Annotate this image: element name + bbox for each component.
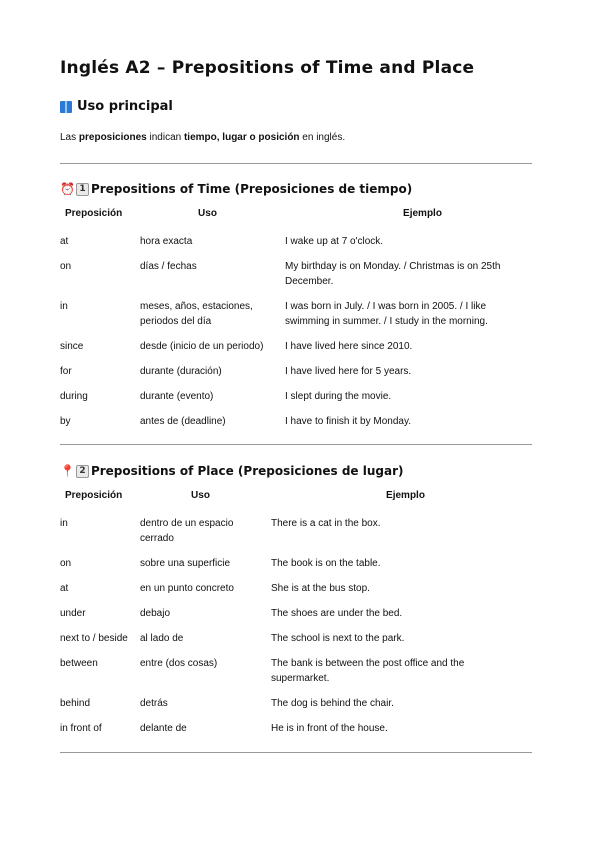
table-row — [60, 556, 520, 581]
cell-ejemplo: The shoes are under the bed. — [271, 608, 403, 619]
cell-ejemplo: I have to finish it by Monday. — [285, 416, 411, 427]
cell-ejemplo: The school is next to the park. — [271, 633, 405, 644]
table-row — [60, 606, 520, 631]
cell-preposicion: for — [60, 366, 72, 377]
page-title: Inglés A2 – Prepositions of Time and Place — [60, 58, 475, 78]
header-uso: Uso — [198, 208, 217, 219]
header-preposicion: Preposición — [65, 490, 123, 501]
table-row — [60, 389, 520, 414]
cell-ejemplo: She is at the bus stop. — [271, 583, 370, 594]
number-one-icon: 1 — [76, 183, 89, 196]
divider — [60, 752, 532, 753]
place-section-heading — [60, 464, 532, 478]
cell-uso: durante (duración) — [140, 366, 222, 377]
cell-ejemplo: The book is on the table. — [271, 558, 381, 569]
intro-paragraph — [60, 132, 532, 143]
header-preposicion: Preposición — [65, 208, 123, 219]
header-ejemplo: Ejemplo — [386, 490, 425, 501]
cell-uso: antes de (deadline) — [140, 416, 226, 427]
cell-preposicion: during — [60, 391, 88, 402]
cell-ejemplo: I have lived here since 2010. — [285, 341, 413, 352]
table-row — [60, 656, 520, 696]
cell-preposicion: under — [60, 608, 86, 619]
table-row — [60, 339, 520, 364]
cell-preposicion: in — [60, 518, 68, 529]
intro-bold2: tiempo, lugar o posición — [183, 132, 300, 143]
cell-uso: detrás — [140, 698, 168, 709]
cell-preposicion: at — [60, 583, 69, 594]
table-row — [60, 696, 520, 721]
cell-uso: delante de — [140, 723, 187, 734]
cell-preposicion: behind — [60, 698, 91, 709]
cell-ejemplo: I was born in July. / I was born in 2005. / I like swimming in summer. / I study in the morning. — [285, 301, 488, 327]
table-row — [60, 299, 520, 339]
table-header-row — [60, 490, 520, 516]
cell-preposicion: next to / beside — [60, 633, 128, 644]
time-section-heading — [60, 182, 532, 196]
cell-preposicion: at — [60, 236, 69, 247]
table-row — [60, 721, 520, 746]
table-row — [60, 364, 520, 389]
cell-uso: desde (inicio de un periodo) — [140, 341, 264, 352]
table-row — [60, 581, 520, 606]
place-table-body — [60, 516, 520, 746]
alarm-clock-icon: ⏰ — [60, 182, 75, 196]
cell-preposicion: on — [60, 261, 72, 272]
cell-uso: dentro de un espacio cerrado — [140, 518, 234, 544]
header-uso: Uso — [191, 490, 210, 501]
time-heading-label: Prepositions of Time (Preposiciones de tiempo) — [90, 182, 413, 196]
uso-principal-heading — [60, 99, 532, 114]
cell-preposicion: on — [60, 558, 72, 569]
cell-uso: días / fechas — [140, 261, 197, 272]
cell-preposicion: in — [60, 301, 68, 312]
cell-uso: hora exacta — [140, 236, 193, 247]
cell-ejemplo: My birthday is on Monday. / Christmas is on 25th December. — [285, 261, 501, 287]
table-row — [60, 234, 520, 259]
cell-uso: entre (dos cosas) — [140, 658, 218, 669]
number-two-icon: 2 — [76, 465, 89, 478]
time-table — [60, 208, 520, 439]
document-page — [60, 58, 532, 753]
table-header-row — [60, 208, 520, 234]
intro-part2: indican — [146, 132, 184, 143]
intro-part1: Las — [60, 132, 79, 143]
cell-preposicion: between — [60, 658, 98, 669]
cell-uso: meses, años, estaciones, periodos del día — [140, 301, 253, 327]
cell-ejemplo: I slept during the movie. — [285, 391, 392, 402]
cell-uso: durante (evento) — [140, 391, 214, 402]
cell-uso: sobre una superficie — [140, 558, 231, 569]
cell-ejemplo: I wake up at 7 o'clock. — [285, 236, 384, 247]
table-row — [60, 259, 520, 299]
place-heading-label: Prepositions of Place (Preposiciones de lugar) — [90, 464, 404, 478]
cell-preposicion: since — [60, 341, 84, 352]
divider — [60, 444, 532, 445]
cell-uso: debajo — [140, 608, 171, 619]
uso-principal-label: Uso principal — [77, 99, 173, 114]
table-row — [60, 631, 520, 656]
cell-ejemplo: The dog is behind the chair. — [271, 698, 394, 709]
cell-ejemplo: The bank is between the post office and the supermarket. — [271, 658, 465, 684]
place-table — [60, 490, 520, 746]
header-ejemplo: Ejemplo — [403, 208, 442, 219]
table-row — [60, 414, 520, 439]
pushpin-icon: 📍 — [60, 464, 75, 478]
divider — [60, 163, 532, 164]
cell-preposicion: by — [60, 416, 71, 427]
intro-bold1: preposiciones — [78, 132, 147, 143]
cell-uso: en un punto concreto — [140, 583, 234, 594]
cell-preposicion: in front of — [60, 723, 102, 734]
cell-ejemplo: He is in front of the house. — [271, 723, 388, 734]
cell-uso: al lado de — [140, 633, 184, 644]
book-icon — [60, 101, 72, 113]
cell-ejemplo: There is a cat in the box. — [271, 518, 381, 529]
time-table-body — [60, 234, 520, 439]
table-row — [60, 516, 520, 556]
intro-part3: en inglés. — [299, 132, 346, 143]
cell-ejemplo: I have lived here for 5 years. — [285, 366, 412, 377]
